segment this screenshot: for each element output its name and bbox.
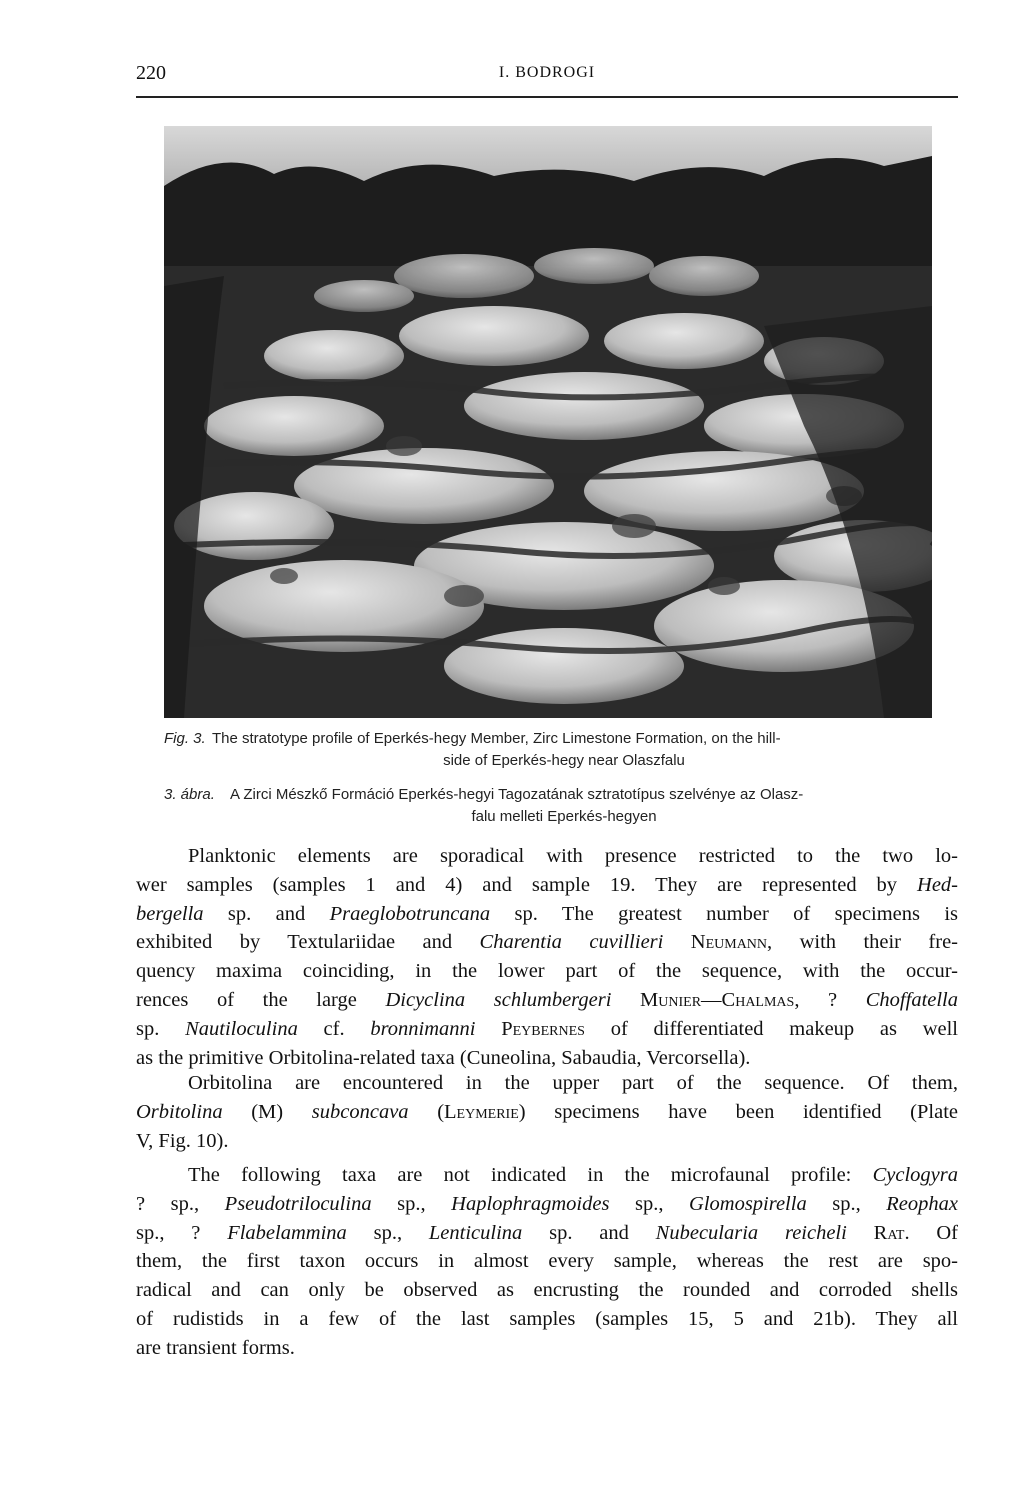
caption-hu-line-2: falu melleti Eperkés-hegyen bbox=[471, 808, 657, 825]
header-rule bbox=[136, 96, 958, 98]
outcrop-photograph bbox=[164, 126, 932, 718]
text-line: Orbitolina (M) subconcava (Leymerie) specimens have been identified (Plate bbox=[136, 1100, 959, 1123]
text-line: wer samples (samples 1 and 4) and sample 19. They are represented by Hed- bbox=[136, 873, 958, 896]
text-line: Orbitolina are encountered in the upper part of the sequence. Of them, bbox=[188, 1072, 958, 1094]
text-line: sp., ? Flabelammina sp., Lenticulina sp. and Nubecularia reicheli Rat. Of bbox=[136, 1221, 959, 1244]
text-line: V, Fig. 10). bbox=[136, 1129, 229, 1152]
paragraph-additional-taxa bbox=[136, 1161, 958, 1363]
figure-label-hu: 3. ábra. bbox=[164, 786, 215, 803]
figure-label: Fig. 3. bbox=[164, 730, 206, 747]
text-line: bergella sp. and Praeglobotruncana sp. The greatest number of specimens is bbox=[136, 902, 958, 925]
paragraph-orbitolina bbox=[136, 1069, 958, 1155]
running-head-author: I. BODROGI bbox=[498, 64, 596, 81]
text-line: as the primitive Orbitolina-related taxa (Cuneolina, Sabaudia, Vercorsella). bbox=[136, 1046, 751, 1069]
text-line: rences of the large Dicyclina schlumbergeri Munier—Chalmas, ? Choffatella bbox=[136, 988, 958, 1011]
text-line: exhibited by Textulariidae and Charentia cuvillieri Neumann, with their fre- bbox=[136, 931, 959, 954]
caption-en-line-2: side of Eperkés-hegy near Olaszfalu bbox=[443, 752, 685, 769]
text-line: The following taxa are not indicated in the microfaunal profile: Cyclogyra bbox=[188, 1164, 958, 1186]
caption-hu-line-1: A Zirci Mészkő Formáció Eperkés-hegyi Tagozatának sztratotípus szelvénye az Olasz- bbox=[230, 786, 804, 803]
text-line: radical and can only be observed as encrusting the rounded and corroded shells bbox=[136, 1279, 958, 1302]
text-line: are transient forms. bbox=[136, 1336, 295, 1359]
text-line: ? sp., Pseudotriloculina sp., Haplophragmoides sp., Glomospirella sp., Reophax bbox=[136, 1192, 958, 1215]
limestone-outcrop-illustration bbox=[164, 126, 932, 718]
text-line: quency maxima coinciding, in the lower part of the sequence, with the occur- bbox=[136, 960, 958, 983]
text-line: sp. Nautiloculina cf. bronnimanni Peybernes of differentiated makeup as well bbox=[136, 1017, 958, 1040]
page-number: 220 bbox=[136, 62, 166, 84]
caption-en-line-1: The stratotype profile of Eperkés-hegy Member, Zirc Limestone Formation, on the hill- bbox=[212, 730, 781, 747]
running-head bbox=[136, 60, 958, 90]
paragraph-planktonic-elements bbox=[136, 842, 958, 1072]
text-line: Planktonic elements are sporadical with presence restricted to the two lo- bbox=[188, 845, 958, 867]
text-line: of rudistids in a few of the last samples (samples 15, 5 and 21b). They all bbox=[136, 1307, 958, 1330]
text-line: them, the first taxon occurs in almost every sample, whereas the rest are spo- bbox=[136, 1250, 958, 1273]
